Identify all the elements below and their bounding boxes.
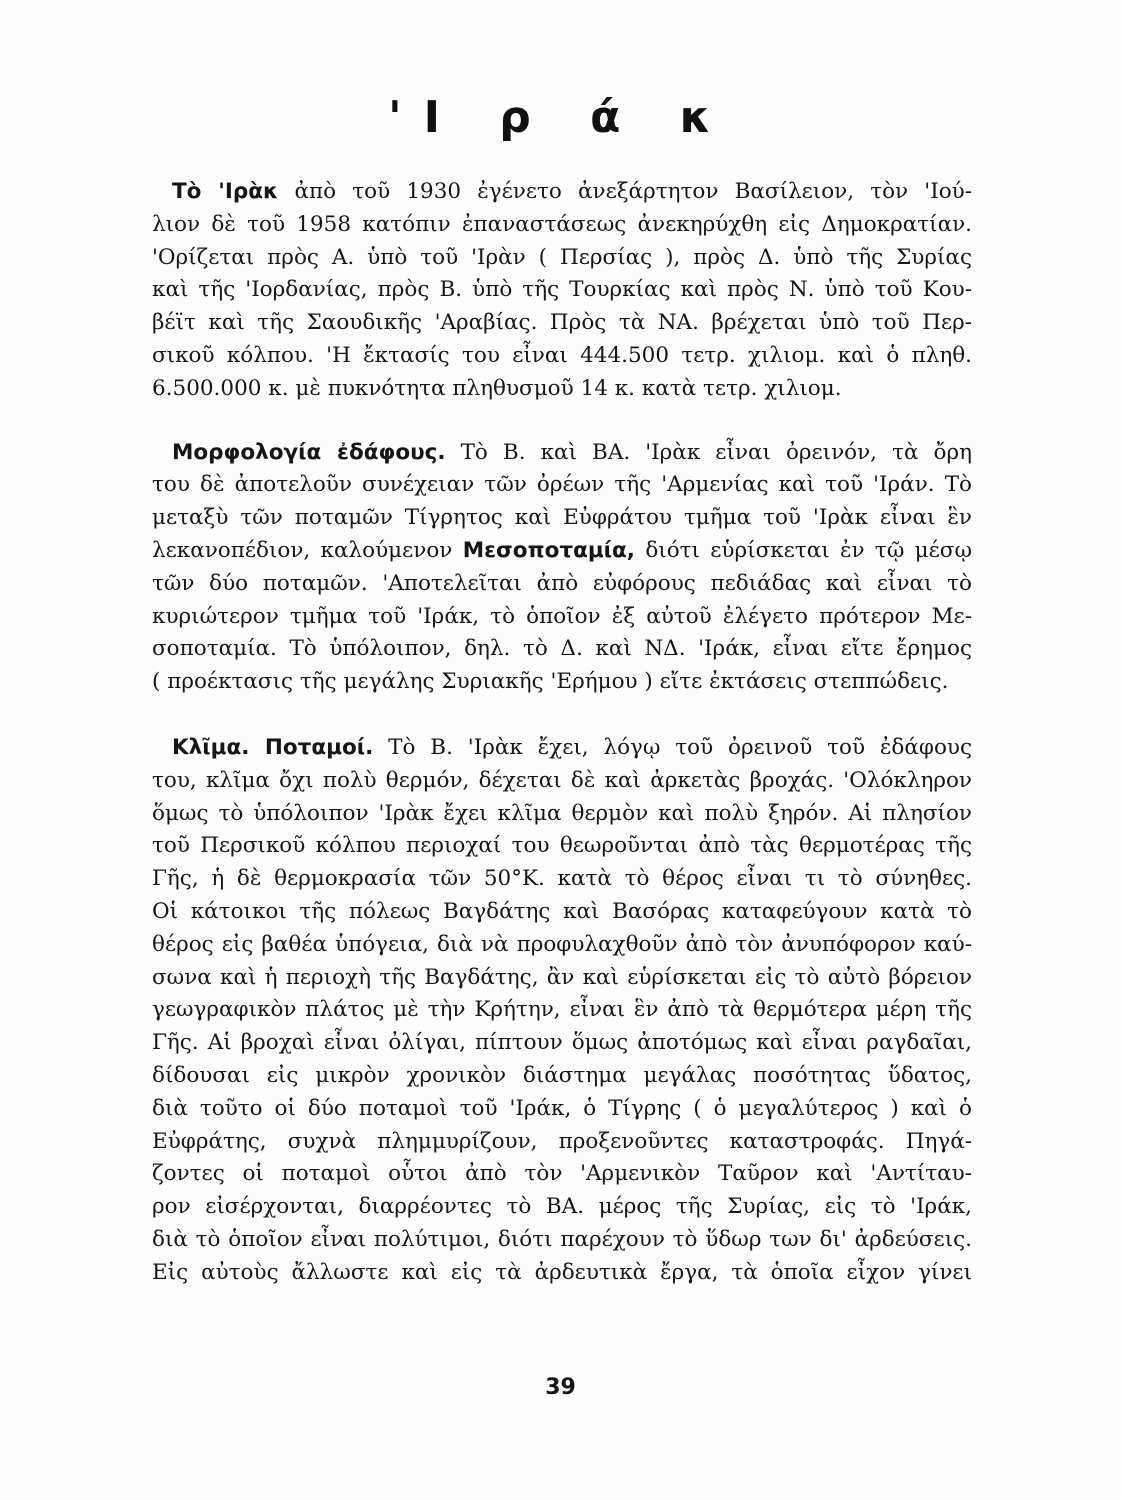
text-line: θέρος εἰς βαθέα ὑπόγεια, διὰ νὰ προφυλαχθοῦν ἀπὸ τὸν ἀνυπόφορον καύ- bbox=[152, 931, 972, 957]
text-line: μεταξὺ τῶν ποταμῶν Τίγρητος καὶ Εὐφράτου τμῆμα τοῦ 'Ιρὰκ εἶναι ἓν bbox=[152, 505, 972, 531]
text-line: διὰ τὸ ὁποῖον εἶναι πολύτιμοι, διότι παρέχουν τὸ ὕδωρ των δι' ἀρδεύσεις. bbox=[152, 1226, 972, 1252]
text-line: λεκανοπέδιον, καλούμενον Μεσοποταμία, διότι εὑρίσκεται ἐν τῷ μέσῳ bbox=[152, 537, 972, 563]
text-line: σωνα καὶ ἡ περιοχὴ τῆς Βαγδάτης, ἂν καὶ εὑρίσκεται εἰς τὸ αὐτὸ βόρειον bbox=[152, 964, 972, 990]
text-line: δίδουσαι εἰς μικρὸν χρονικὸν διάστημα μεγάλας ποσότητας ὕδατος, bbox=[152, 1062, 972, 1088]
text-line: ( προέκτασις τῆς μεγάλης Συριακῆς 'Ερήμου ) εἴτε ἐκτάσεις στεππώδεις. bbox=[152, 669, 949, 695]
text-line: βέϊτ καὶ τῆς Σαουδικῆς 'Αραβίας. Πρὸς τὰ ΝΑ. βρέχεται ὑπὸ τοῦ Περ- bbox=[152, 310, 972, 336]
text-line: ὅμως τὸ ὑπόλοιπον 'Ιρὰκ ἔχει κλῖμα θερμὸν καὶ πολὺ ξηρόν. Αἱ πλησίον bbox=[152, 800, 972, 826]
text-line: Γῆς. Αἱ βροχαὶ εἶναι ὀλίγαι, πίπτουν ὅμως ἀποτόμως καὶ εἶναι ραγδαῖαι, bbox=[152, 1030, 972, 1056]
text-line: Τὸ 'Ιρὰκ ἀπὸ τοῦ 1930 ἐγένετο ἀνεξάρτητον Βασίλειον, τὸν 'Ιού- bbox=[172, 179, 972, 204]
text-line: σοποταμία. Τὸ ὑπόλοιπον, δηλ. τὸ Δ. καὶ ΝΔ. 'Ιράκ, εἶναι εἴτε ἔρημος bbox=[152, 636, 972, 662]
text-line: Οἱ κάτοικοι τῆς πόλεως Βαγδάτης καὶ Βασόρας καταφεύγουν κατὰ τὸ bbox=[152, 898, 972, 924]
text-line: καὶ τῆς 'Ιορδανίας, πρὸς Β. ὑπὸ τῆς Τουρκίας καὶ πρὸς Ν. ὑπὸ τοῦ Κου- bbox=[152, 277, 972, 303]
document-body bbox=[152, 176, 972, 1316]
paragraph-overview bbox=[152, 176, 972, 406]
paragraph-morphology bbox=[152, 437, 972, 699]
text-line: λιον δὲ τοῦ 1958 κατόπιν ἐπαναστάσεως ἀνεκηρύχθη εἰς Δημοκρατίαν. bbox=[152, 211, 972, 237]
text-line: Εἰς αὐτοὺς ἄλλωστε καὶ εἰς τὰ ἀρδευτικὰ ἔργα, τὰ ὁποῖα εἶχον γίνει bbox=[152, 1259, 972, 1285]
text-line: τῶν δύο ποταμῶν. 'Αποτελεῖται ἀπὸ εὐφόρους πεδιάδας καὶ εἶναι τὸ bbox=[152, 570, 972, 596]
text-line: του δὲ ἀποτελοῦν συνέχειαν τῶν ὀρέων τῆς 'Αρμενίας καὶ τοῦ 'Ιράν. Τὸ bbox=[152, 472, 972, 498]
text-line: σικοῦ κόλπου. 'Η ἔκτασίς του εἶναι 444.500 τετρ. χιλιομ. καὶ ὁ πληθ. bbox=[152, 342, 972, 368]
page-title: 'Ι ρ ά κ bbox=[388, 92, 733, 143]
page-number: 39 bbox=[545, 1375, 576, 1400]
text-line: Εὐφράτης, συχνὰ πλημμυρίζουν, προξενοῦντες καταστροφάς. Πηγά- bbox=[152, 1128, 972, 1154]
text-line: 'Ορίζεται πρὸς Α. ὑπὸ τοῦ 'Ιρὰν ( Περσίας ), πρὸς Δ. ὑπὸ τῆς Συρίας bbox=[152, 244, 972, 270]
paragraph-lead: Τὸ 'Ιρὰκ bbox=[172, 179, 279, 204]
text-line: κυριώτερον τμῆμα τοῦ 'Ιράκ, τὸ ὁποῖον ἐξ αὐτοῦ ἐλέγετο πρότερον Με- bbox=[152, 603, 972, 629]
paragraph-climate-rivers bbox=[152, 732, 972, 1290]
text-line: τοῦ Περσικοῦ κόλπου περιοχαί του θεωροῦνται ἀπὸ τὰς θερμοτέρας τῆς bbox=[152, 833, 972, 859]
text-line: διὰ τοῦτο οἱ δύο ποταμοὶ τοῦ 'Ιράκ, ὁ Τίγρης ( ὁ μεγαλύτερος ) καὶ ὁ bbox=[152, 1095, 972, 1121]
text-line: Κλῖμα. Ποταμοί. Τὸ Β. 'Ιρὰκ ἔχει, λόγῳ τοῦ ὀρεινοῦ τοῦ ἐδάφους bbox=[172, 734, 972, 760]
text-line: 6.500.000 κ. μὲ πυκνότητα πληθυσμοῦ 14 κ. κατὰ τετρ. χιλιομ. bbox=[152, 375, 842, 401]
paragraph-lead: Κλῖμα. Ποταμοί. bbox=[172, 734, 374, 760]
bold-term: Μεσοποταμία, bbox=[462, 537, 635, 563]
text-line: γεωγραφικὸν πλάτος μὲ τὴν Κρήτην, εἶναι ἓν ἀπὸ τὰ θερμότερα μέρη τῆς bbox=[152, 997, 972, 1023]
text-line: Γῆς, ἡ δὲ θερμοκρασία τῶν 50°Κ. κατὰ τὸ θέρος εἶναι τι τὸ σύνηθες. bbox=[152, 866, 972, 892]
text-line: ρον εἰσέρχονται, διαρρέοντες τὸ ΒΑ. μέρος τῆς Συρίας, εἰς τὸ 'Ιράκ, bbox=[152, 1194, 972, 1220]
text-line: του, κλῖμα ὄχι πολὺ θερμόν, δέχεται δὲ καὶ ἀρκετὰς βροχάς. 'Ολόκληρον bbox=[152, 767, 972, 793]
paragraph-lead: Μορφολογία ἐδάφους. bbox=[172, 439, 446, 465]
text-line: ζοντες οἱ ποταμοὶ οὗτοι ἀπὸ τὸν 'Αρμενικὸν Ταῦρον καὶ 'Αντίταυ- bbox=[152, 1161, 972, 1187]
text-line: Μορφολογία ἐδάφους. Τὸ Β. καὶ ΒΑ. 'Ιρὰκ εἶναι ὀρεινόν, τὰ ὄρη bbox=[172, 439, 972, 465]
